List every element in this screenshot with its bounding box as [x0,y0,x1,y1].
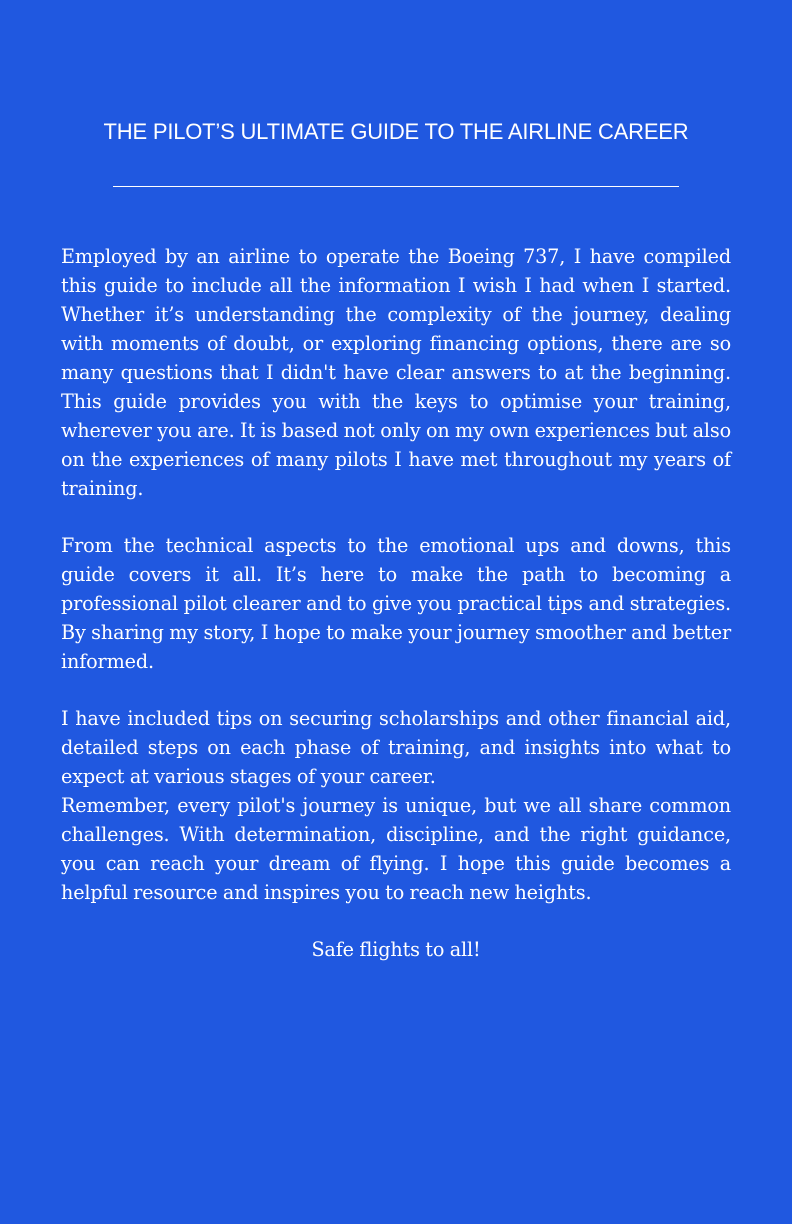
document-title: THE PILOT’S ULTIMATE GUIDE TO THE AIRLINE CAREER [103,119,689,144]
title-divider [113,186,679,187]
closing-line: Safe flights to all! [311,938,481,961]
paragraph-intro: Employed by an airline to operate the Boeing 737, I have compiled this guide to include all the information I wish I had when I started. Whether it’s understanding the complexity of the journey, dealing with moments of doubt, or exploring financing options, there are so many questions that I didn't have clear answers to at the beginning. This guide provides you with the keys to optimise your training, wherever you are. It is based not only on my own experiences but also on the experiences of many pilots I have met throughout my years of training. [61,245,731,500]
document-body [61,242,731,964]
paragraph-tips: I have included tips on securing scholarships and other financial aid, detailed steps on each phase of training, and insights into what to expect at various stages of your career. [61,707,731,788]
paragraph-coverage: From the technical aspects to the emotional ups and downs, this guide covers it all. It’s here to make the path to becoming a professional pilot clearer and to give you practical tips and strategies. By sharing my story, I hope to make your journey smoother and better informed. [61,534,731,673]
paragraph-remember: Remember, every pilot's journey is unique, but we all share common challenges. With determination, discipline, and the right guidance, you can reach your dream of flying. I hope this guide becomes a helpful resource and inspires you to reach new heights. [61,794,731,904]
